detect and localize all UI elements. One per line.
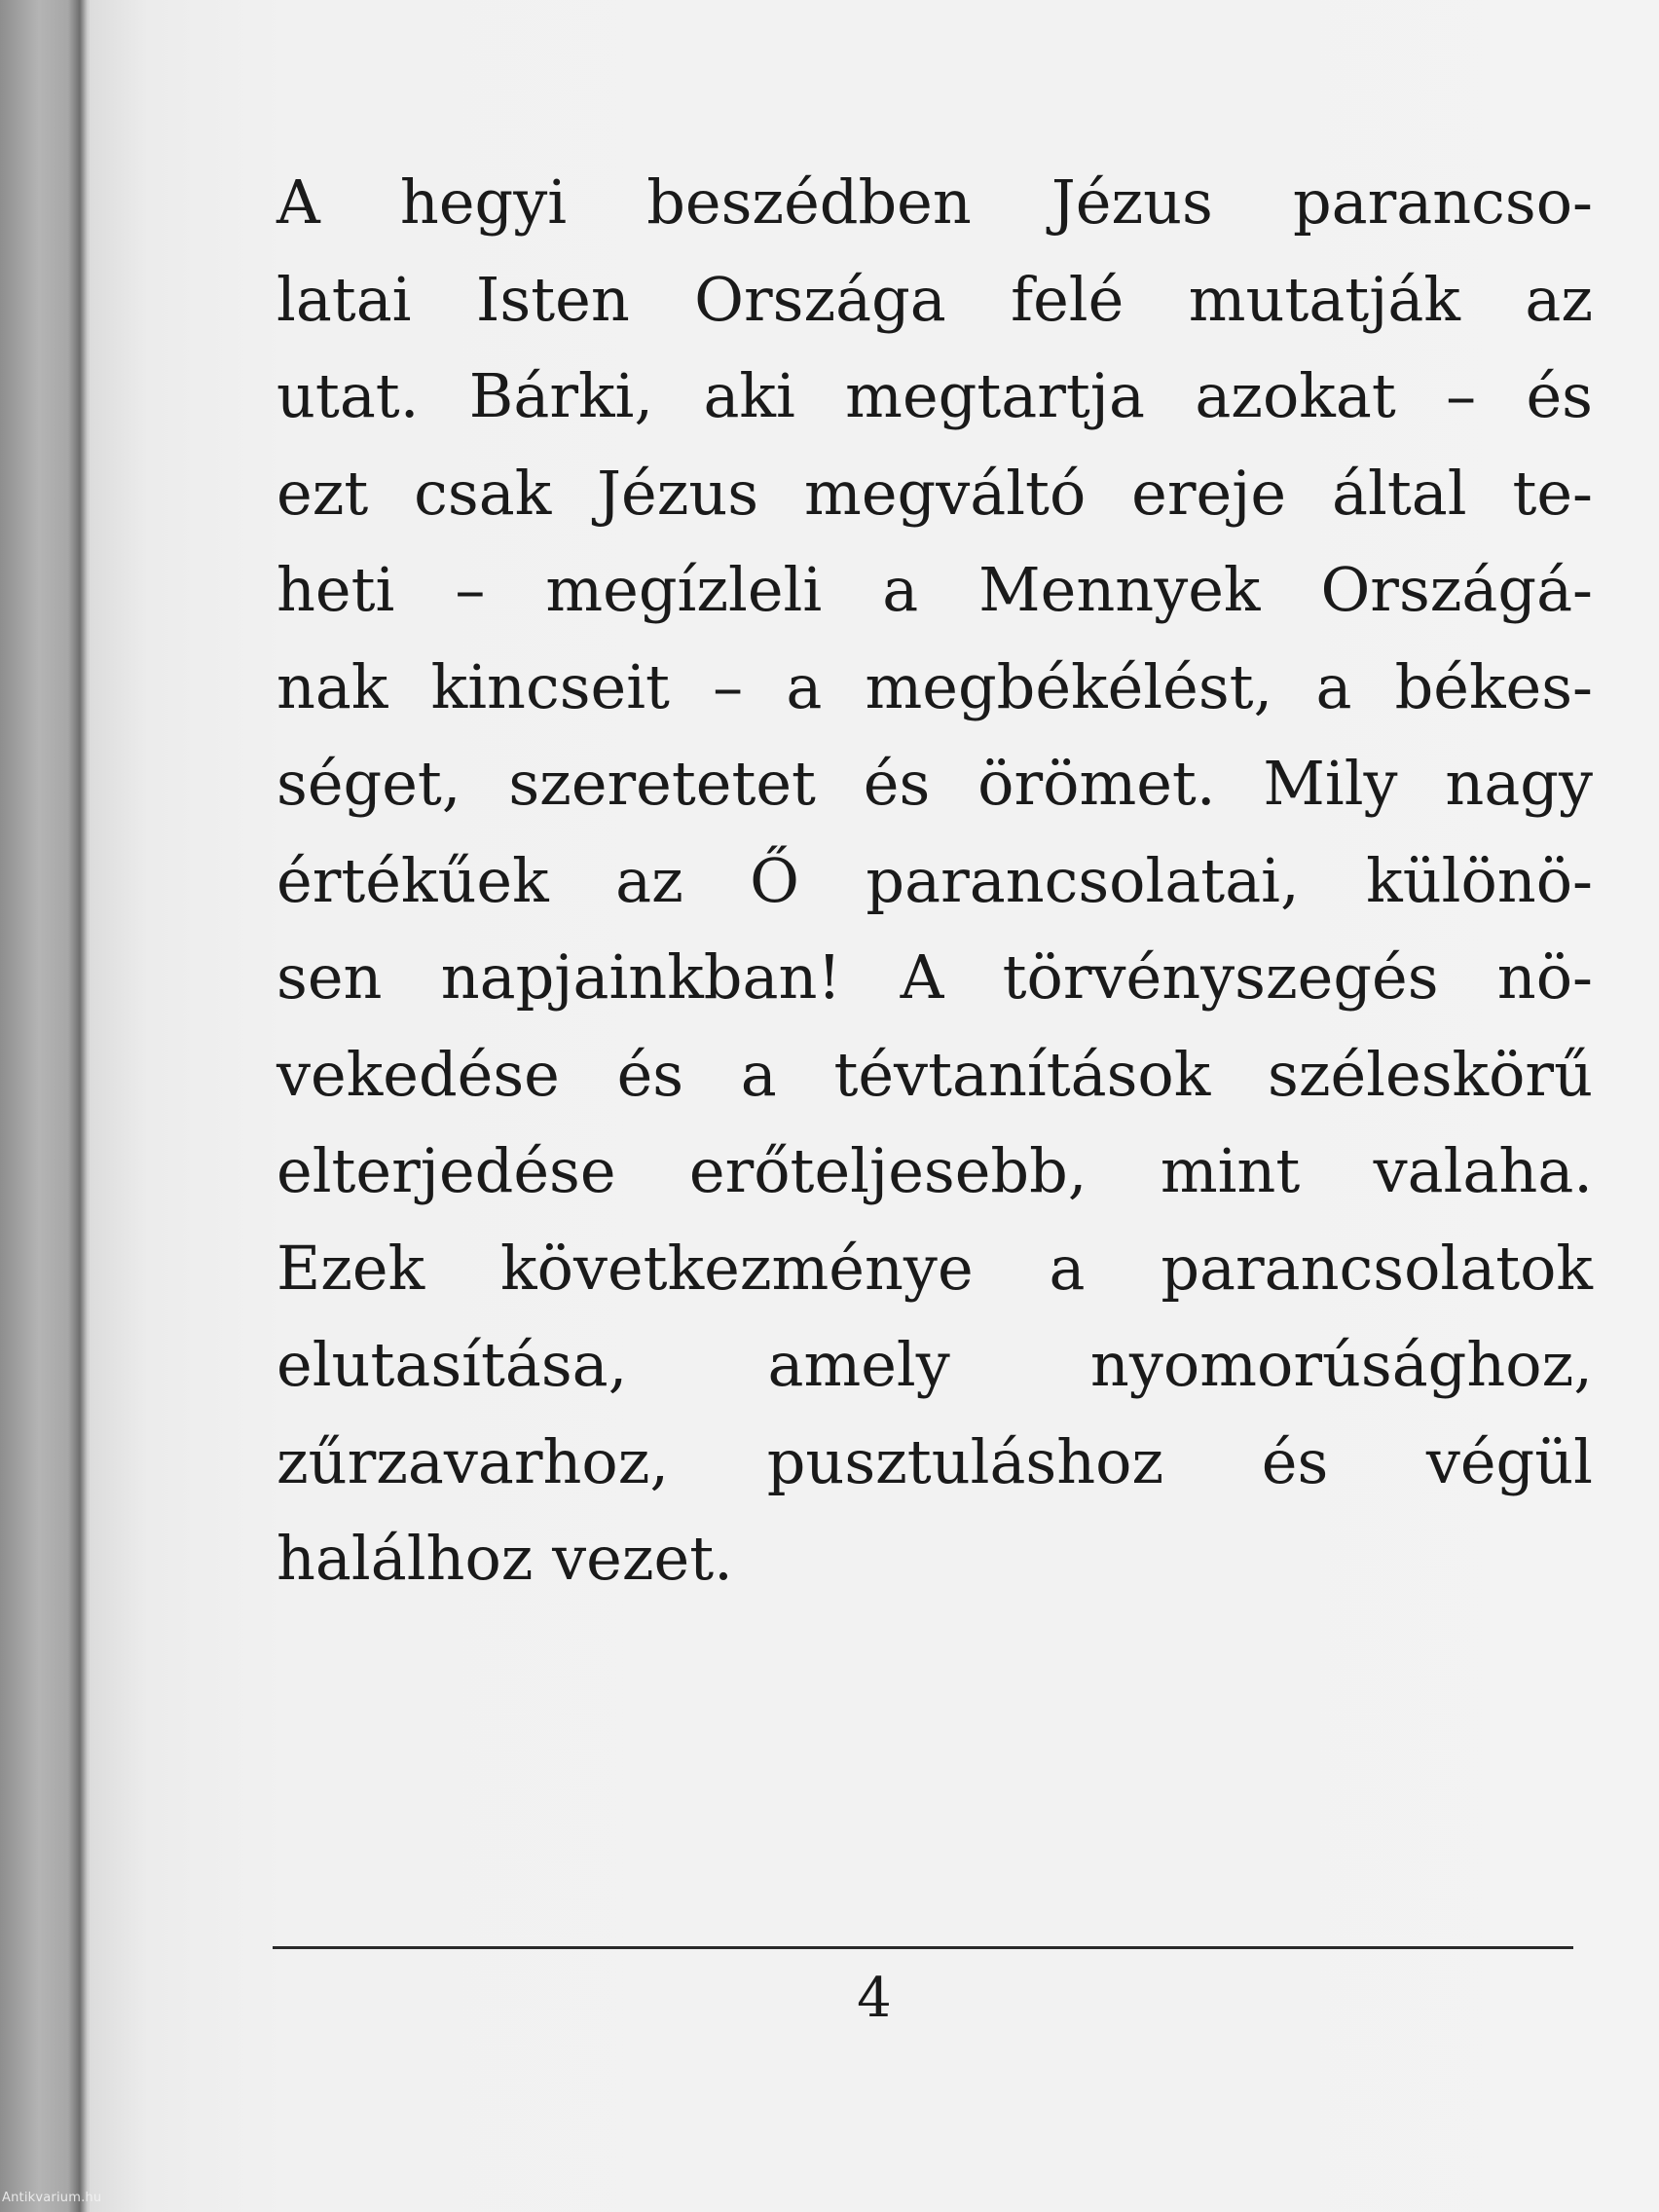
text-line: séget, szeretetet és örömet. Mily nagy: [276, 748, 1593, 819]
text-line: elutasítása, amely nyomorúsághoz,: [276, 1329, 1593, 1400]
text-line: értékűek az Ő parancsolatai, különö-: [276, 844, 1593, 916]
text-line: ezt csak Jézus megváltó ereje által te-: [276, 457, 1593, 529]
watermark: Antikvarium.hu: [2, 2191, 102, 2205]
body-text: [276, 154, 1593, 1607]
text-line: A hegyi beszédben Jézus parancso-: [276, 166, 1593, 238]
page-number: 4: [857, 1967, 892, 2030]
text-line: heti – megízleli a Mennyek Országá-: [276, 554, 1593, 625]
text-line: utat. Bárki, aki megtartja azokat – és: [276, 360, 1593, 431]
text-line: vekedése és a tévtanítások széleskörű: [276, 1038, 1593, 1110]
text-line: elterjedése erőteljesebb, mint valaha.: [276, 1135, 1593, 1206]
text-line: sen napjainkban! A törvényszegés nö-: [276, 941, 1593, 1013]
text-line: nak kincseit – a megbékélést, a békes-: [276, 650, 1593, 722]
text-line: halálhoz vezet.: [276, 1523, 733, 1594]
page-sheet: [90, 0, 1659, 2212]
text-line: latai Isten Országa felé mutatják az: [276, 263, 1593, 335]
text-line: zűrzavarhoz, pusztuláshoz és végül: [276, 1425, 1593, 1497]
text-line: Ezek következménye a parancsolatok: [276, 1232, 1593, 1304]
footer-divider: [273, 1946, 1573, 1949]
